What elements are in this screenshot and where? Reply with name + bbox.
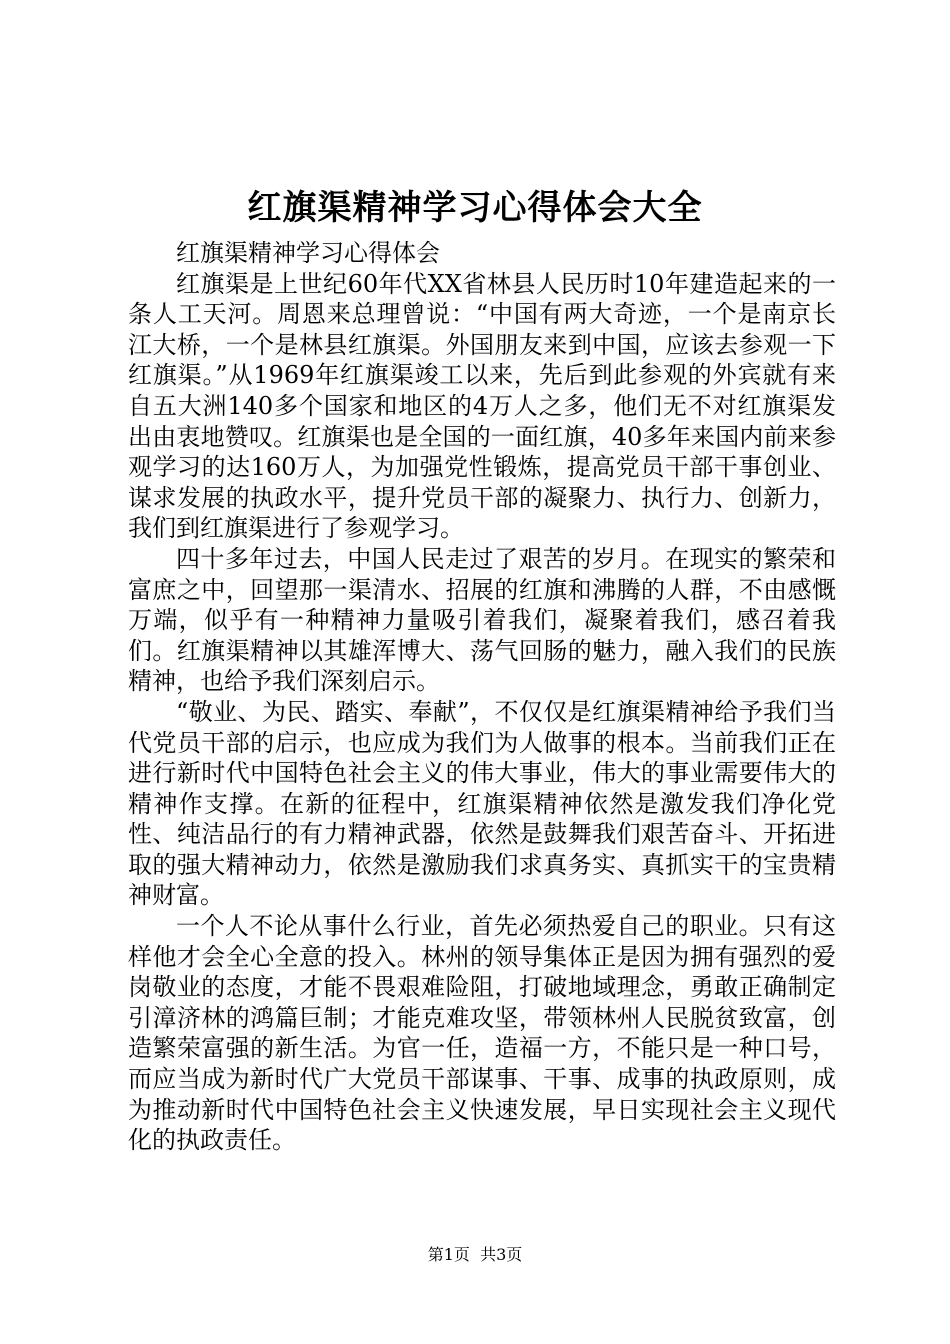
paragraph-2: 四十多年过去，中国人民走过了艰苦的岁月。在现实的繁荣和富庶之中，回望那一渠清水、招展的红旗和沸腾的人群，不由感慨万端，似乎有一种精神力量吸引着我们，凝聚着我们，感召着我们。红旗渠精神以其雄浑博大、荡气回肠的魅力，融入我们的民族精神，也给予我们深刻启示。 xyxy=(128,544,836,696)
document-subtitle: 红旗渠精神学习心得体会 xyxy=(176,239,440,267)
paragraph-4: 一个人不论从事什么行业，首先必须热爱自己的职业。只有这样他才会全心全意的投入。林州的领导集体正是因为拥有强烈的爱岗敬业的态度，才能不畏艰难险阻，打破地域理念，勇敢正确制定引漳济林的鸿篇巨制；才能克难攻坚，带领林州人民脱贫致富，创造繁荣富强的新生活。为官一任，造福一方，不能只是一种口号，而应当成为新时代广大党员干部谋事、干事、成事的执政原则，成为推动新时代中国特色社会主义快速发展，早日实现社会主义现代化的执政责任。 xyxy=(128,912,836,1155)
document-title: 红旗渠精神学习心得体会大全 xyxy=(247,188,703,228)
paragraph-3: “敬业、为民、踏实、奉献”，不仅仅是红旗渠精神给予我们当代党员干部的启示，也应成为我们为人做事的根本。当前我们正在进行新时代中国特色社会主义的伟大事业，伟大的事业需要伟大的精神作支撑。在新的征程中，红旗渠精神依然是激发我们净化党性、纯洁品行的有力精神武器，依然是鼓舞我们艰苦奋斗、开拓进取的强大精神动力，依然是激励我们求真务实、真抓实干的宝贵精神财富。 xyxy=(128,697,836,910)
paragraph-1: 红旗渠是上世纪60年代XX省林县人民历时10年建造起来的一条人工天河。周恩来总理曾说：“中国有两大奇迹，一个是南京长江大桥，一个是林县红旗渠。外国朋友来到中国，应该去参观一下红旗渠。”从1969年红旗渠竣工以来，先后到此参观的外宾就有来自五大洲140多个国家和地区的4万人之多，他们无不对红旗渠发出由衷地赞叹。红旗渠也是全国的一面红旗，40多年来国内前来参观学习的达160万人，为加强党性锻炼，提高党员干部干事创业、谋求发展的执政水平，提升党员干部的凝聚力、执行力、创新力，我们到红旗渠进行了参观学习。 xyxy=(128,269,836,543)
document-body xyxy=(128,238,836,1156)
page-number: 第1页 xyxy=(427,1245,470,1264)
page-footer xyxy=(0,1244,950,1266)
footer-gap xyxy=(470,1245,480,1264)
page-total: 共3页 xyxy=(480,1245,523,1264)
